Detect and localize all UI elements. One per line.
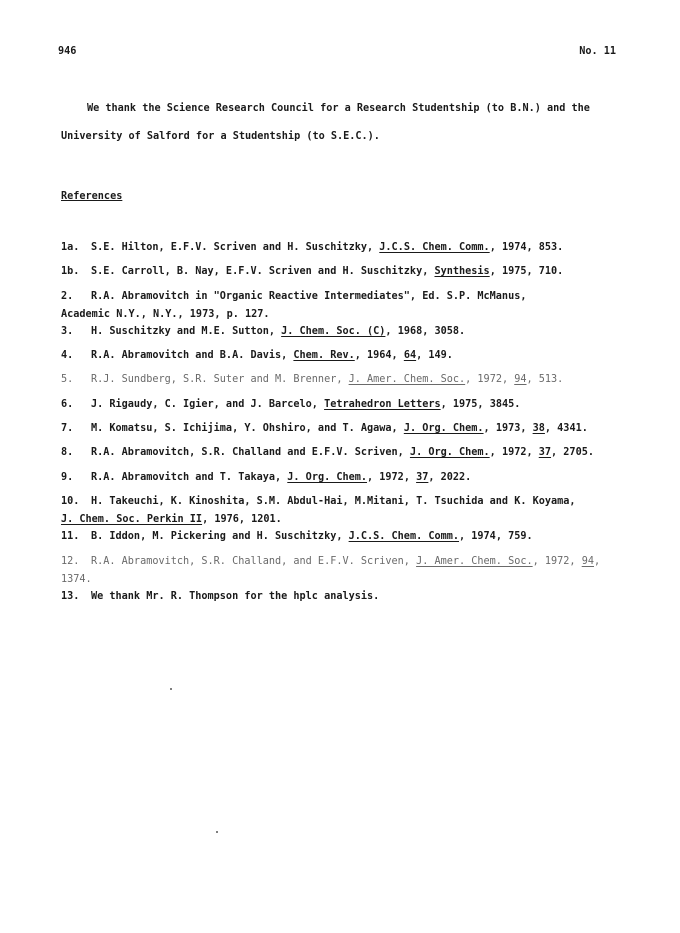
reference-pages: , 149. bbox=[416, 350, 453, 362]
reference-journal: J. Org. Chem. bbox=[409, 447, 490, 459]
reference-number: 3. bbox=[61, 325, 74, 337]
reference-text bbox=[91, 260, 563, 284]
speck bbox=[216, 831, 218, 833]
reference-authors: R.A. Abramovitch, S.R. Challand and E.F.V. Scriven, bbox=[91, 447, 410, 459]
reference-number: 10. bbox=[61, 495, 80, 507]
reference-number: 11. bbox=[61, 531, 80, 543]
reference-text bbox=[91, 320, 465, 344]
reference-item bbox=[61, 393, 631, 417]
reference-year: , 1974, 853. bbox=[489, 242, 564, 253]
reference-year: , 1973, bbox=[483, 423, 533, 435]
reference-continuation-text: Academic N.Y., N.Y., 1973, p. 127. bbox=[61, 308, 270, 320]
acknowledgement-line-1: We thank the Science Research Council for a Research Studentship (to B.N.) and the bbox=[87, 103, 590, 114]
reference-continuation bbox=[61, 309, 631, 320]
reference-authors: M. Komatsu, S. Ichijima, Y. Ohshiro, and T. Agawa, bbox=[91, 423, 404, 435]
page-number: 946 bbox=[58, 46, 77, 57]
reference-journal: J. Org. Chem. bbox=[287, 471, 368, 483]
acknowledgement-line-2: University of Salford for a Studentship (to S.E.C.). bbox=[61, 131, 380, 142]
reference-text bbox=[91, 417, 588, 441]
reference-text bbox=[91, 585, 379, 609]
reference-year: , 1968, 3058. bbox=[385, 325, 466, 337]
reference-volume: 37 bbox=[416, 471, 429, 483]
reference-list bbox=[61, 236, 631, 609]
reference-text bbox=[91, 441, 594, 465]
reference-authors: H. Takeuchi, K. Kinoshita, S.M. Abdul-Hai, M.Mitani, T. Tsuchida and K. Koyama, bbox=[91, 495, 576, 507]
reference-year: , 1974, 759. bbox=[459, 531, 533, 543]
reference-continuation bbox=[61, 514, 631, 525]
reference-item bbox=[61, 368, 631, 392]
reference-journal: Tetrahedron Letters bbox=[324, 398, 441, 410]
reference-item bbox=[61, 585, 631, 609]
reference-volume: 94 bbox=[581, 555, 594, 567]
reference-pages: , 4341. bbox=[544, 423, 588, 435]
reference-journal: J.C.S. Chem. Comm. bbox=[379, 242, 490, 253]
reference-item bbox=[61, 466, 631, 490]
reference-authors: R.A. Abramovitch in "Organic Reactive Intermediates", Ed. S.P. McManus, bbox=[91, 290, 527, 302]
reference-authors: B. Iddon, M. Pickering and H. Suschitzky, bbox=[91, 531, 349, 543]
reference-continuation-text: 1374. bbox=[61, 573, 92, 585]
reference-text bbox=[91, 393, 520, 417]
reference-text bbox=[91, 285, 526, 309]
reference-number: 9. bbox=[61, 471, 74, 483]
reference-text bbox=[91, 466, 471, 490]
reference-pages: , 2022. bbox=[428, 471, 472, 483]
reference-item bbox=[61, 525, 631, 549]
reference-text bbox=[91, 344, 453, 368]
reference-year: , 1975, 3845. bbox=[440, 398, 521, 410]
reference-pages: , 513. bbox=[526, 374, 564, 386]
reference-year: , 1972, bbox=[465, 374, 515, 386]
acknowledgement bbox=[61, 95, 621, 151]
reference-volume: 37 bbox=[538, 447, 552, 459]
reference-volume: 94 bbox=[514, 374, 527, 386]
reference-continuation bbox=[61, 574, 631, 585]
reference-volume: 64 bbox=[403, 350, 417, 362]
reference-number: 5. bbox=[61, 374, 74, 386]
reference-item bbox=[61, 441, 631, 465]
reference-journal: Synthesis bbox=[434, 266, 490, 278]
reference-text bbox=[91, 550, 600, 574]
reference-authors: S.E. Carroll, B. Nay, E.F.V. Scriven and H. Suschitzky, bbox=[91, 266, 435, 278]
reference-year: , 1976, 1201. bbox=[202, 514, 282, 526]
references-heading: References bbox=[61, 191, 123, 202]
speck bbox=[170, 688, 172, 690]
reference-pages: , bbox=[593, 555, 601, 567]
reference-authors: R.J. Sundberg, S.R. Suter and M. Brenner, bbox=[91, 374, 349, 386]
reference-text bbox=[91, 525, 533, 549]
reference-authors: R.A. Abramovitch and T. Takaya, bbox=[91, 471, 288, 483]
reference-authors: R.A. Abramovitch and B.A. Davis, bbox=[91, 350, 294, 362]
reference-text bbox=[91, 236, 563, 260]
reference-authors: J. Rigaudy, C. Igier, and J. Barcelo, bbox=[91, 398, 325, 410]
reference-number: 4. bbox=[61, 350, 74, 362]
reference-journal: J.C.S. Chem. Comm. bbox=[348, 531, 460, 543]
reference-journal: Chem. Rev. bbox=[293, 350, 355, 362]
reference-year: , 1972, bbox=[532, 555, 582, 567]
reference-journal: J. Amer. Chem. Soc. bbox=[348, 374, 466, 386]
issue-number: No. 11 bbox=[579, 46, 616, 57]
reference-year: , 1972, bbox=[489, 447, 539, 459]
reference-item bbox=[61, 550, 631, 585]
reference-number: 2. bbox=[61, 290, 74, 302]
reference-item bbox=[61, 236, 631, 260]
reference-journal: J. Amer. Chem. Soc. bbox=[416, 555, 533, 567]
reference-journal: J. Chem. Soc. Perkin II bbox=[61, 514, 203, 526]
reference-item bbox=[61, 417, 631, 441]
reference-journal: J. Chem. Soc. (C) bbox=[281, 325, 386, 337]
reference-item bbox=[61, 344, 631, 368]
reference-journal: J. Org. Chem. bbox=[403, 423, 484, 435]
reference-number: 13. bbox=[61, 590, 80, 602]
reference-year: , 1975, 710. bbox=[489, 266, 564, 278]
reference-text bbox=[91, 490, 576, 514]
reference-number: 12. bbox=[61, 555, 80, 567]
reference-authors: H. Suschitzky and M.E. Sutton, bbox=[91, 325, 282, 337]
reference-year: , 1972, bbox=[367, 471, 417, 483]
reference-authors: S.E. Hilton, E.F.V. Scriven and H. Suschitzky, bbox=[91, 242, 380, 253]
reference-item bbox=[61, 320, 631, 344]
reference-authors: R.A. Abramovitch, S.R. Challand, and E.F.V. Scriven, bbox=[91, 555, 417, 567]
reference-number: 7. bbox=[61, 423, 74, 435]
reference-item bbox=[61, 490, 631, 525]
reference-text bbox=[91, 368, 563, 392]
reference-authors: We thank Mr. R. Thompson for the hplc analysis. bbox=[91, 590, 380, 602]
reference-volume: 38 bbox=[532, 423, 545, 435]
reference-number: 8. bbox=[61, 447, 74, 459]
reference-item bbox=[61, 260, 631, 284]
reference-pages: , 2705. bbox=[551, 447, 594, 459]
reference-number: 1b. bbox=[61, 266, 80, 278]
reference-number: 1a. bbox=[61, 242, 80, 253]
reference-year: , 1964, bbox=[354, 350, 404, 362]
reference-number: 6. bbox=[61, 398, 74, 410]
reference-item bbox=[61, 285, 631, 320]
